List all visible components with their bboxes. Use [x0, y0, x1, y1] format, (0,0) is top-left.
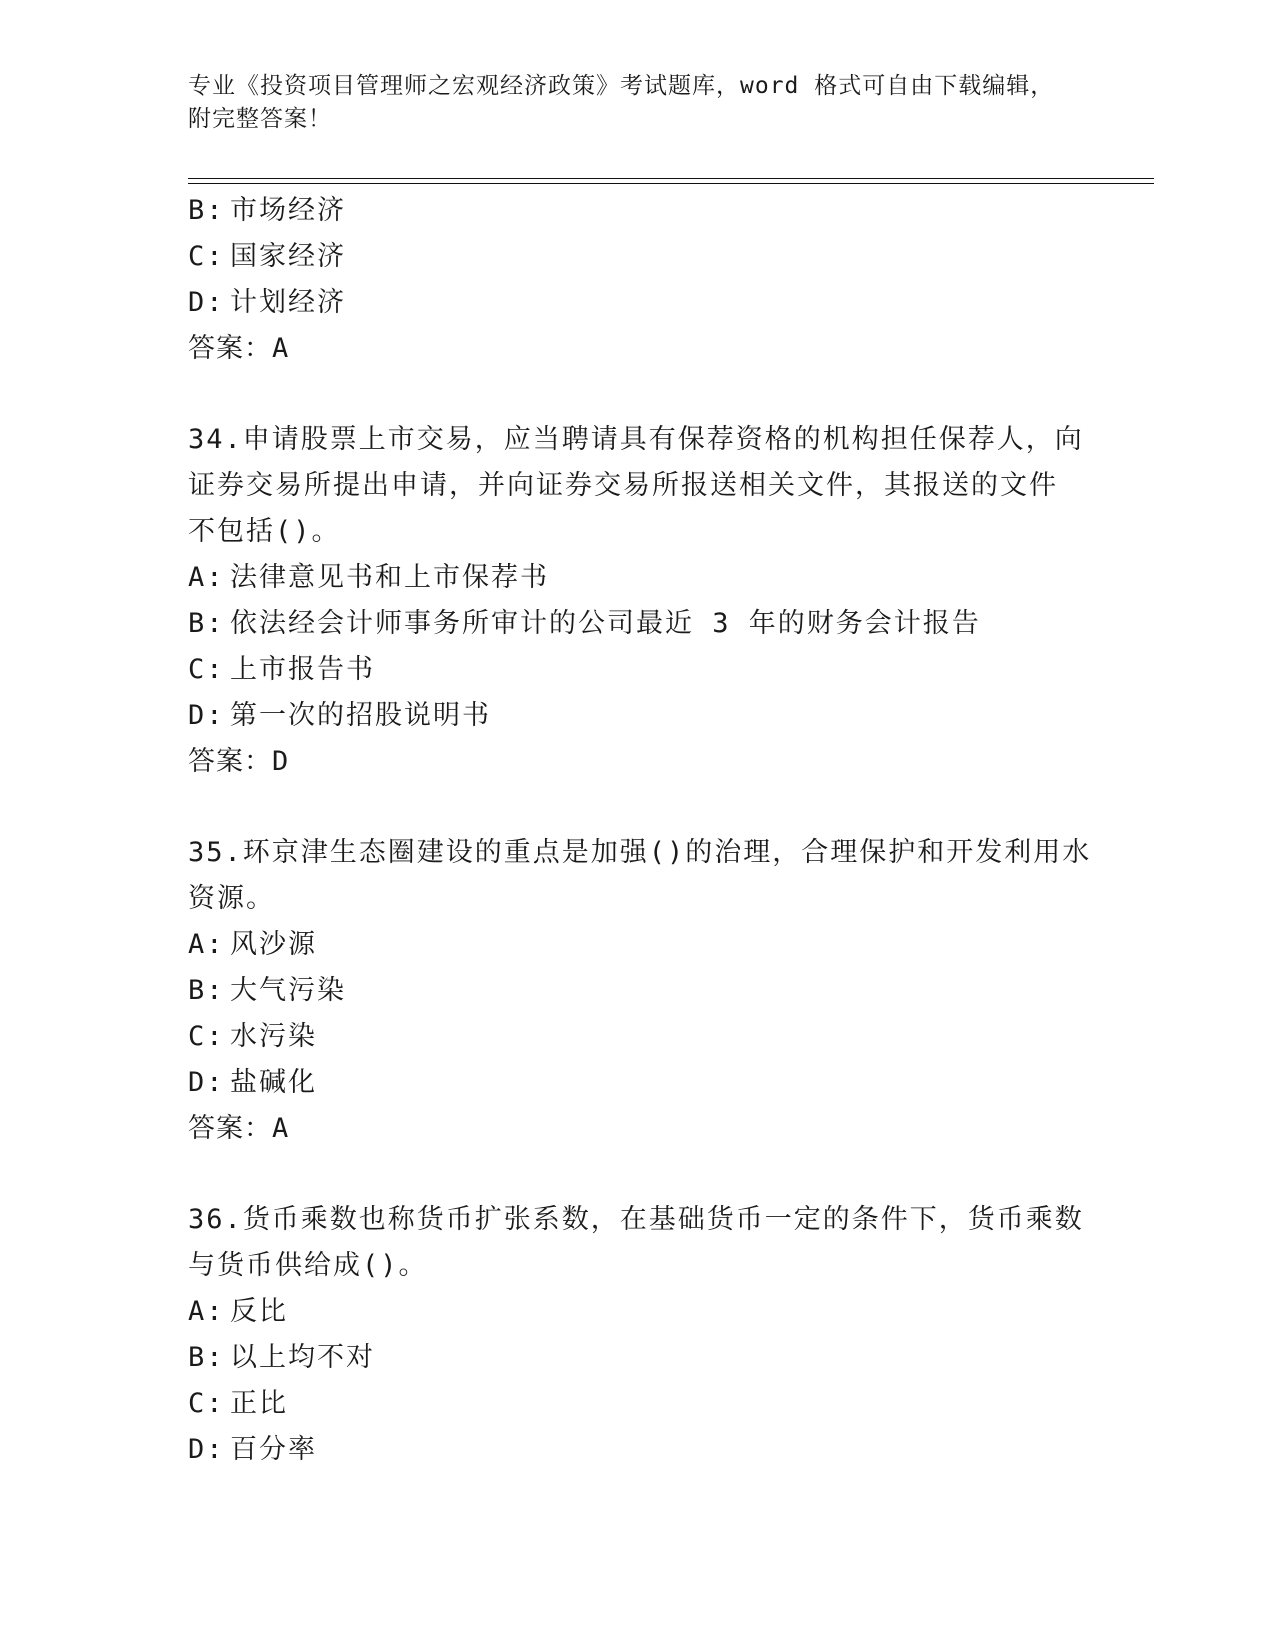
- option-text: 风沙源: [230, 929, 317, 960]
- answer-line: 答案：A: [188, 333, 290, 364]
- option-b: [188, 1335, 1068, 1381]
- spacer: [188, 1152, 1068, 1197]
- option-letter: A:: [188, 1296, 225, 1327]
- option-c: [188, 234, 1068, 280]
- option-text: 反比: [230, 1296, 288, 1327]
- option-text: 第一次的招股说明书: [230, 700, 491, 731]
- header-divider: [188, 178, 1154, 184]
- question-text-line: 35.环京津生态圈建设的重点是加强()的治理，合理保护和开发利用水: [188, 837, 1092, 868]
- option-text: 正比: [230, 1388, 288, 1419]
- question-36: [188, 1197, 1084, 1473]
- option-text: 大气污染: [230, 975, 346, 1006]
- option-text: 上市报告书: [230, 654, 375, 685]
- option-d: [188, 280, 1068, 326]
- option-letter: C:: [188, 654, 225, 685]
- option-text: 百分率: [230, 1434, 317, 1465]
- option-letter: D:: [188, 1434, 225, 1465]
- option-letter: B:: [188, 195, 225, 226]
- option-text: 依法经会计师事务所审计的公司最近 3 年的财务会计报告: [230, 608, 981, 639]
- option-text: 法律意见书和上市保荐书: [230, 562, 549, 593]
- option-letter: C:: [188, 1388, 225, 1419]
- option-letter: D:: [188, 287, 225, 318]
- spacer: [188, 785, 1068, 830]
- option-b: [188, 188, 1068, 234]
- question-34: [188, 417, 1084, 785]
- option-a: [188, 555, 1068, 601]
- option-c: [188, 1381, 1068, 1427]
- option-letter: A:: [188, 929, 225, 960]
- option-text: 国家经济: [230, 241, 346, 272]
- option-letter: D:: [188, 700, 225, 731]
- option-text: 计划经济: [230, 287, 346, 318]
- question-text-line: 证券交易所提出申请，并向证券交易所报送相关文件，其报送的文件: [188, 470, 1058, 501]
- option-text: 市场经济: [230, 195, 346, 226]
- header-line-2: 附完整答案！: [188, 106, 332, 132]
- option-text: 以上均不对: [230, 1342, 375, 1373]
- answer-line: 答案：D: [188, 746, 290, 777]
- question-text-line: 与货币供给成()。: [188, 1250, 428, 1281]
- question-35: [188, 830, 1092, 1152]
- option-letter: C:: [188, 241, 225, 272]
- document-header: [188, 70, 1088, 136]
- option-letter: B:: [188, 1342, 225, 1373]
- question-list: [188, 188, 1092, 1473]
- option-letter: B:: [188, 975, 225, 1006]
- option-text: 盐碱化: [230, 1067, 317, 1098]
- spacer: [188, 372, 1068, 417]
- option-d: [188, 1060, 1068, 1106]
- option-letter: D:: [188, 1067, 225, 1098]
- option-b: [188, 968, 1068, 1014]
- question-text-line: 资源。: [188, 883, 275, 914]
- option-d: [188, 693, 1068, 739]
- option-letter: A:: [188, 562, 225, 593]
- question-text-line: 36.货币乘数也称货币扩张系数，在基础货币一定的条件下，货币乘数: [188, 1204, 1084, 1235]
- option-a: [188, 922, 1068, 968]
- option-letter: B:: [188, 608, 225, 639]
- option-text: 水污染: [230, 1021, 317, 1052]
- answer-line: 答案：A: [188, 1113, 290, 1144]
- header-line-1: 专业《投资项目管理师之宏观经济政策》考试题库，word 格式可自由下载编辑，: [188, 73, 1055, 99]
- option-letter: C:: [188, 1021, 225, 1052]
- option-b: [188, 601, 1068, 647]
- question-text-line: 不包括()。: [188, 516, 341, 547]
- question-text-line: 34.申请股票上市交易，应当聘请具有保荐资格的机构担任保荐人，向: [188, 424, 1084, 455]
- question-33-continued: [188, 188, 1068, 372]
- option-c: [188, 647, 1068, 693]
- option-c: [188, 1014, 1068, 1060]
- option-a: [188, 1289, 1068, 1335]
- option-d: [188, 1427, 1068, 1473]
